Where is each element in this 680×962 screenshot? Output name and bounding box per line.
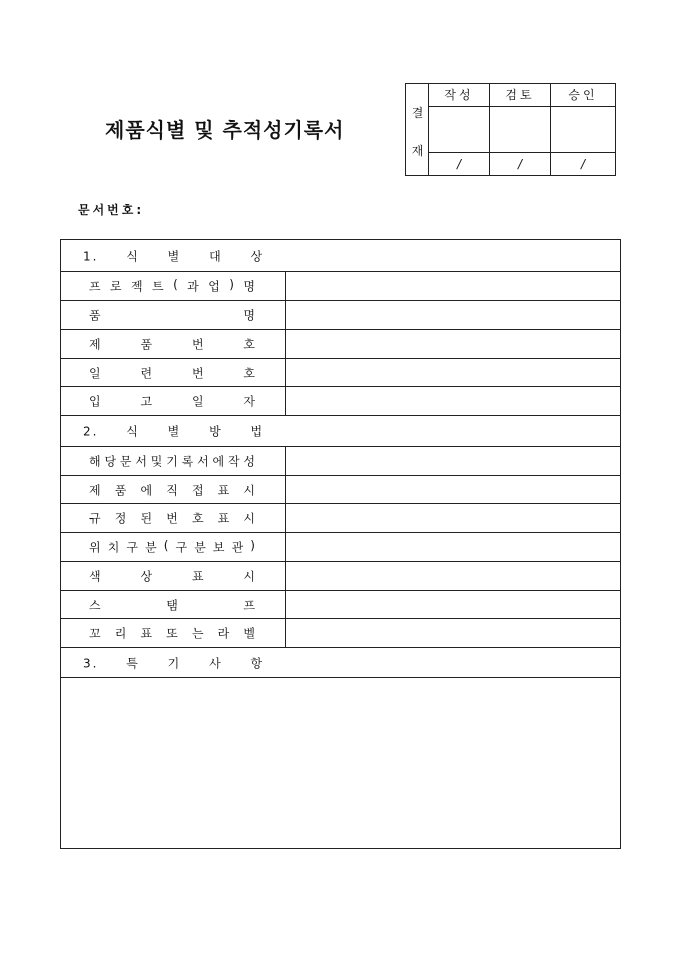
row-value[interactable] (286, 504, 620, 532)
row-label: 프 로 젝 트 ( 과 업 ) 명 (89, 277, 255, 294)
table-row (61, 562, 620, 591)
row-value[interactable] (286, 619, 620, 647)
special-notes-area[interactable] (61, 678, 620, 848)
table-row (61, 476, 620, 504)
section-header (61, 240, 620, 272)
row-value[interactable] (286, 387, 620, 415)
row-value[interactable] (286, 359, 620, 386)
approval-side-label (406, 84, 429, 175)
approval-date: / (456, 157, 462, 171)
row-value[interactable] (286, 301, 620, 329)
table-row (61, 504, 620, 533)
approval-column-author (429, 84, 490, 175)
table-row (61, 387, 620, 416)
approval-header: 승인 (551, 84, 615, 107)
table-row (61, 272, 620, 301)
row-value[interactable] (286, 591, 620, 618)
table-row (61, 359, 620, 387)
document-number-label: 문서번호: (78, 203, 145, 217)
row-label: 색 상 표 시 (89, 569, 255, 584)
row-label: 스 탬 프 (89, 598, 255, 612)
row-label: 제 품 에 직 접 표 시 (89, 483, 255, 497)
row-label: 일 련 번 호 (89, 366, 255, 380)
row-label: 규 정 된 번 호 표 시 (89, 511, 255, 526)
approval-box (405, 83, 616, 176)
section-title: 2. 식 별 방 법 (83, 424, 265, 439)
row-value[interactable] (286, 330, 620, 358)
table-row (61, 447, 620, 476)
row-label: 제 품 번 호 (89, 337, 255, 352)
row-value[interactable] (286, 562, 620, 590)
row-value[interactable] (286, 476, 620, 503)
row-label: 꼬 리 표 또 는 라 벨 (89, 626, 255, 641)
table-row (61, 301, 620, 330)
section-header (61, 648, 620, 678)
row-value[interactable] (286, 272, 620, 300)
signature-box[interactable] (429, 107, 489, 153)
row-label: 입 고 일 자 (89, 394, 255, 409)
row-label: 품 명 (89, 308, 255, 323)
row-label: 해 당 문 서 및 기 록 서 에 작 성 (89, 454, 255, 469)
approval-header: 검토 (490, 84, 550, 107)
section-title: 3. 특 기 사 항 (83, 656, 265, 670)
signature-box[interactable] (551, 107, 615, 153)
table-row (61, 591, 620, 619)
row-label: 위 치 구 분 ( 구 분 보 관 ) (89, 538, 255, 555)
table-row (61, 330, 620, 359)
approval-header: 작성 (429, 84, 489, 107)
approval-column-review (490, 84, 551, 175)
record-table (60, 239, 621, 849)
document-title: 제품식별 및 추적성기록서 (105, 118, 345, 142)
row-value[interactable] (286, 533, 620, 561)
section-header (61, 416, 620, 447)
table-row (61, 619, 620, 648)
section-title: 1. 식 별 대 상 (83, 249, 265, 263)
approval-column-approve (551, 84, 615, 175)
approval-date: / (580, 157, 586, 171)
table-row (61, 533, 620, 562)
row-value[interactable] (286, 447, 620, 475)
signature-box[interactable] (490, 107, 550, 153)
approval-side-bottom: 재 (411, 144, 424, 158)
approval-date: / (517, 157, 523, 171)
approval-side-top: 결 (411, 106, 424, 120)
